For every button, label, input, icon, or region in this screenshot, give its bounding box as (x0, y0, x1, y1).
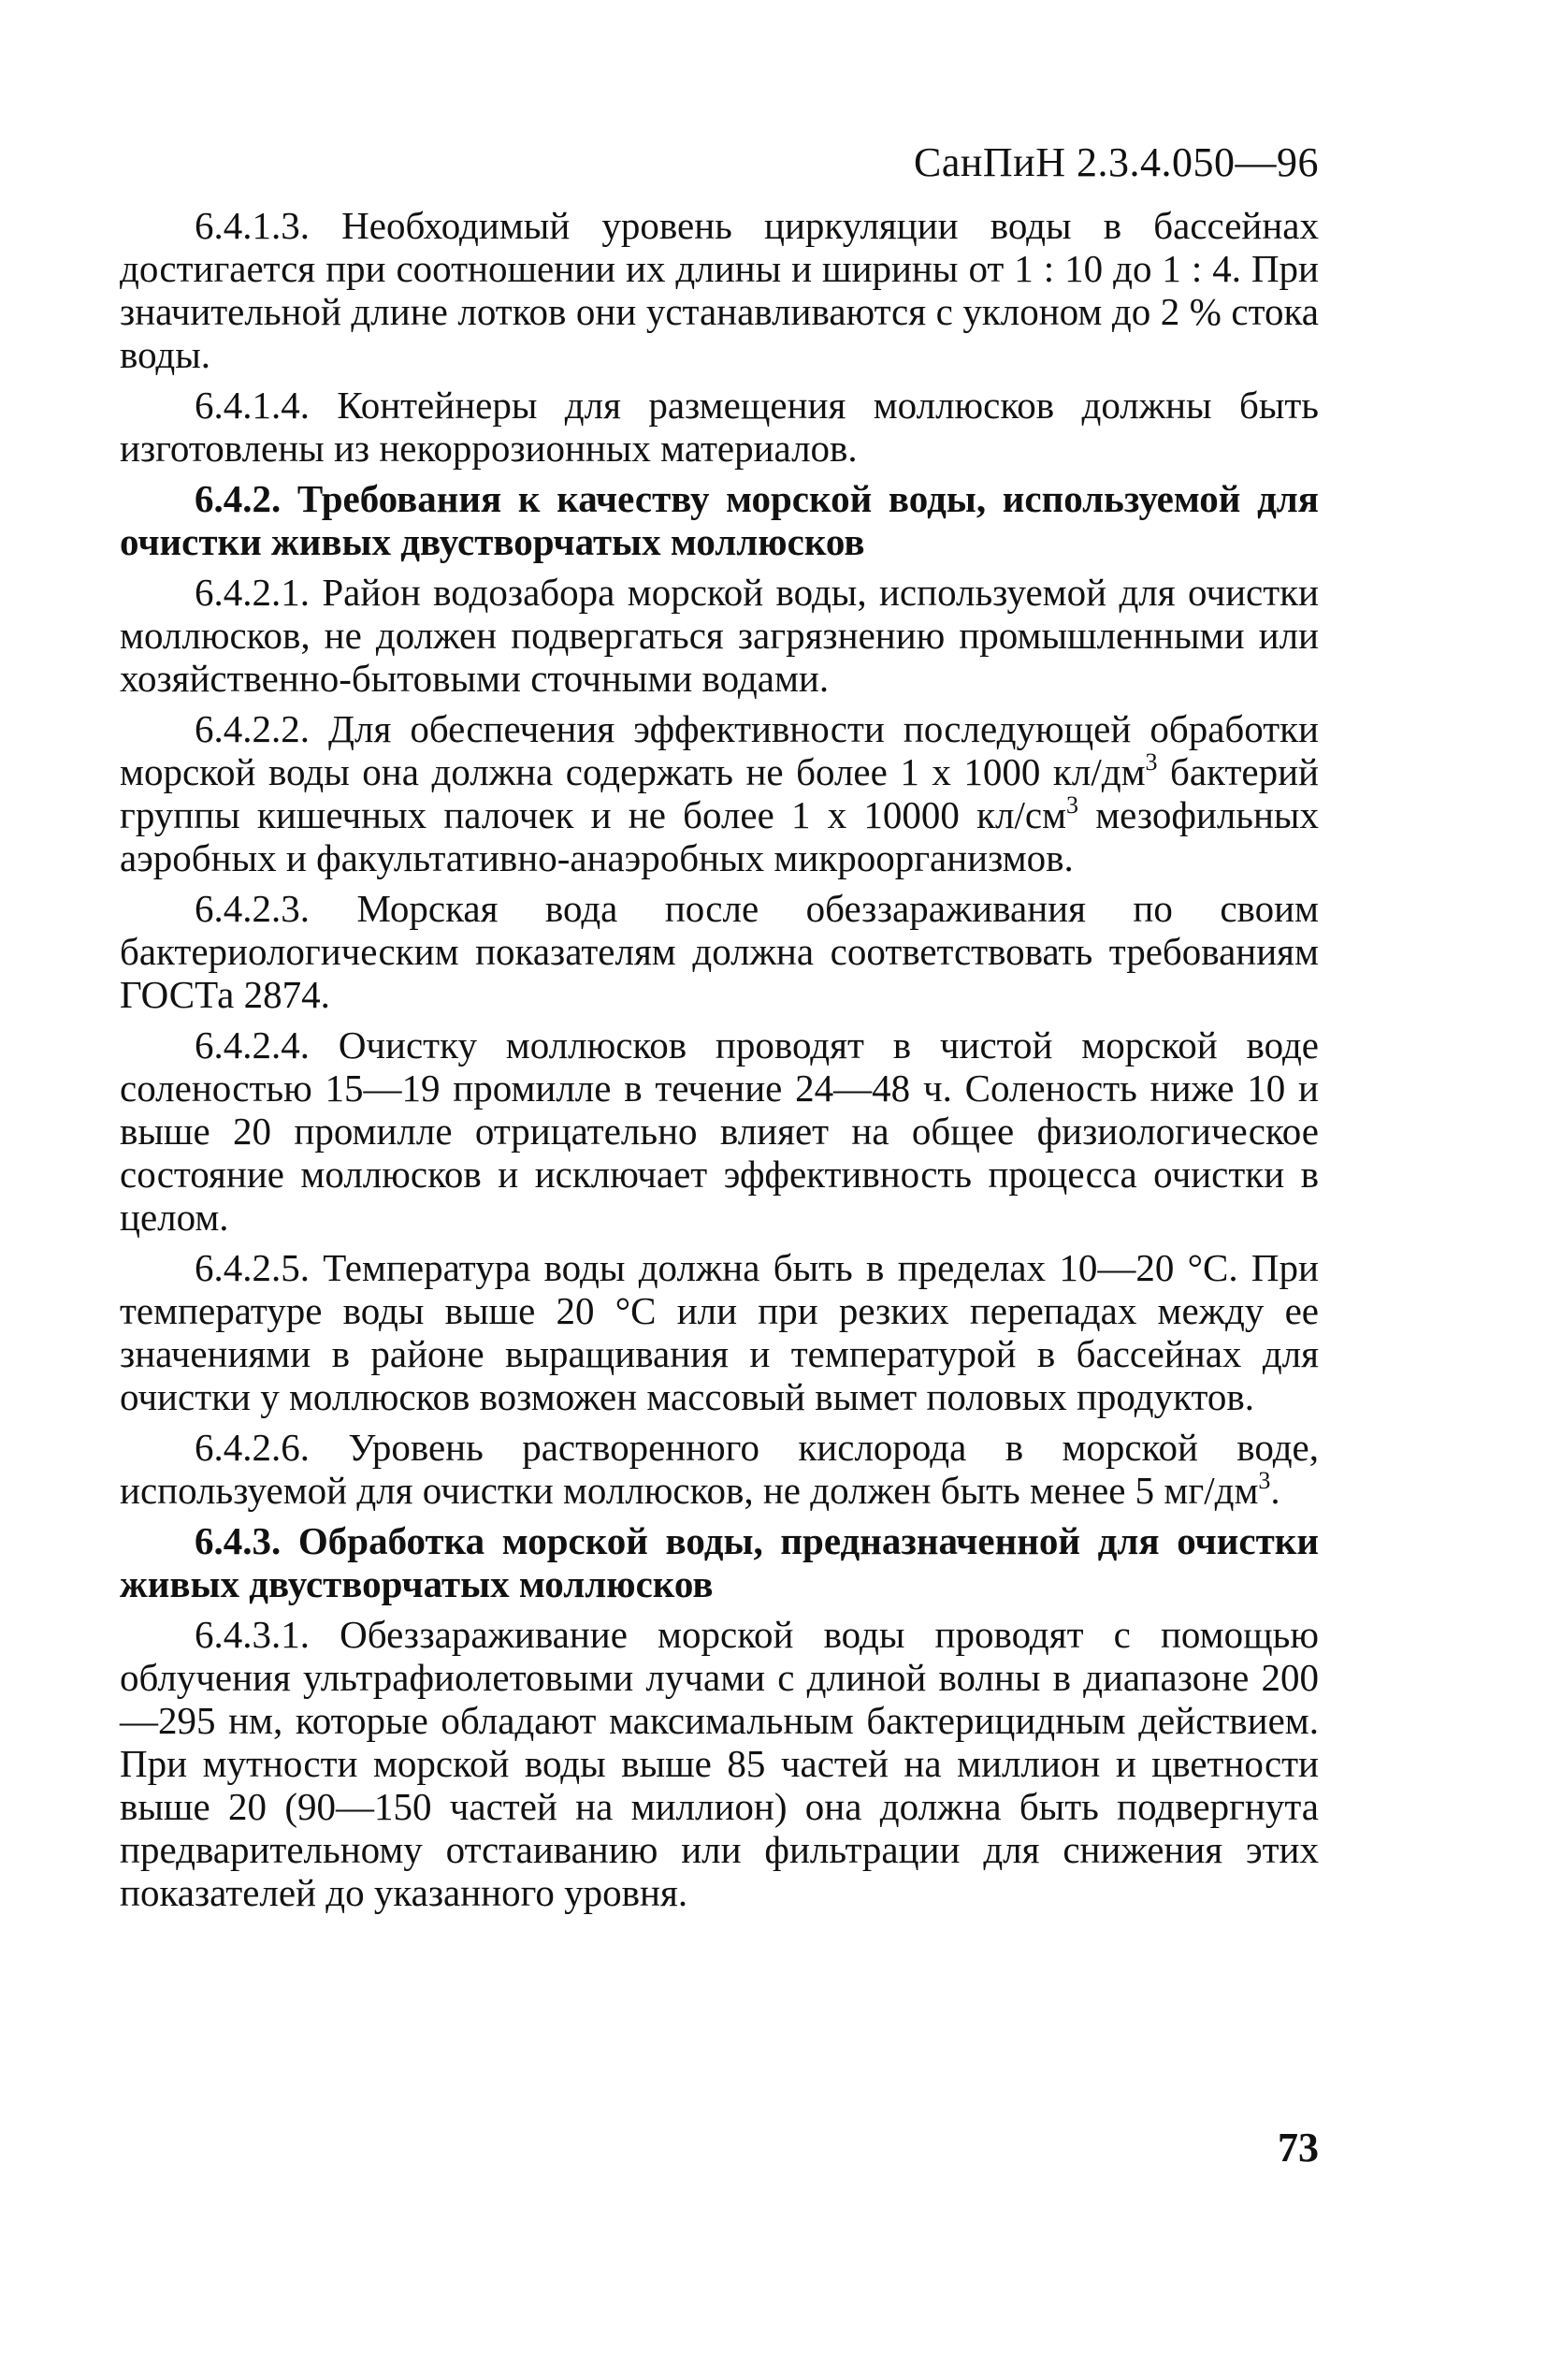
paragraph-6-4-2-6-part-b: . (1270, 1469, 1280, 1512)
paragraph-6-4-1-4: 6.4.1.4. Контейнеры для размещения моллюсков должны быть изготовлены из некоррозионных материалов. (120, 384, 1319, 470)
superscript-cubic-3: 3 (1258, 1467, 1271, 1494)
paragraph-6-4-1-3: 6.4.1.3. Необходимый уровень циркуляции воды в бассейнах достигается при соотношении их длины и ширины от 1 : 10 до 1 : 4. При значительной длине лотков они устанавливаются с уклоном до 2 % стока воды. (120, 204, 1319, 376)
paragraph-6-4-2-2 (120, 707, 1319, 879)
paragraph-6-4-3-1: 6.4.3.1. Обеззараживание морской воды проводят с помощью облучения ультрафиолетовыми лучами с длиной волны в диапазоне 200—295 нм, которые обладают максимальным бактерицидным действием. При мутности морской воды выше 85 частей на миллион и цветности выше 20 (90—150 частей на миллион) она должна быть подвергнута предварительному отстаиванию или фильтрации для снижения этих показателей до указанного уровня. (120, 1613, 1319, 1914)
paragraph-6-4-2-2-part-a: 6.4.2.2. Для обеспечения эффективности последующей обработки морской воды она должна содержать не более 1 х 1000 кл/дм (120, 707, 1319, 793)
paragraph-6-4-2-1: 6.4.2.1. Район водозабора морской воды, используемой для очистки моллюсков, не должен подвергаться загрязнению промышленными или хозяйственно-бытовыми сточными водами. (120, 571, 1319, 700)
superscript-cubic-1: 3 (1145, 748, 1158, 776)
section-heading-6-4-2: 6.4.2. Требования к качеству морской воды, используемой для очистки живых двустворчатых моллюсков (120, 477, 1319, 563)
running-header: СанПиН 2.3.4.050—96 (913, 139, 1319, 185)
paragraph-6-4-2-6 (120, 1426, 1319, 1512)
page-number: 73 (1278, 2125, 1319, 2170)
paragraph-6-4-2-5: 6.4.2.5. Температура воды должна быть в пределах 10—20 °С. При температуре воды выше 20 °С или при резких перепадах между ее значениями в районе выращивания и температурой в бассейнах для очистки у моллюсков возможен массовый вымет половых продуктов. (120, 1246, 1319, 1418)
paragraph-6-4-2-3: 6.4.2.3. Морская вода после обеззараживания по своим бактериологическим показателям должна соответствовать требованиям ГОСТа 2874. (120, 887, 1319, 1016)
document-body (120, 204, 1319, 1922)
section-heading-6-4-3: 6.4.3. Обработка морской воды, предназначенной для очистки живых двустворчатых моллюсков (120, 1519, 1319, 1605)
superscript-cubic-2: 3 (1066, 791, 1079, 819)
paragraph-6-4-2-4: 6.4.2.4. Очистку моллюсков проводят в чистой морской воде соленостью 15—19 промилле в течение 24—48 ч. Соленость ниже 10 и выше 20 промилле отрицательно влияет на общее физиологическое состояние моллюсков и исключает эффективность процесса очистки в целом. (120, 1023, 1319, 1239)
paragraph-6-4-2-6-part-a: 6.4.2.6. Уровень растворенного кислорода в морской воде, используемой для очистки моллюсков, не должен быть менее 5 мг/дм (120, 1426, 1319, 1512)
paragraph-6-4-2-2-part-b: бактерий группы кишечных палочек и не более 1 х 10000 кл/см (120, 750, 1319, 836)
paragraph-6-4-2-2-part-c: мезофильных аэробных и факультативно-анаэробных микроорганизмов. (120, 793, 1319, 879)
